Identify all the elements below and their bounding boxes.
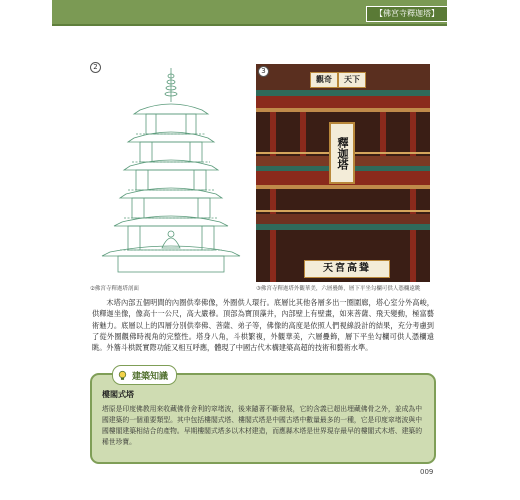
section-tag: 【佛宮寺釋迦塔】 (366, 6, 447, 22)
knowledge-box (90, 373, 436, 464)
figure-number: 2 (90, 62, 101, 73)
plaque-top-left: 觀奇 (310, 72, 338, 88)
pagoda-section-figure (90, 62, 252, 278)
pagoda-section-drawing (90, 62, 252, 278)
knowledge-text: 塔原是印度佛教用來收藏佛骨舍利的窣堵波，後來隨著不斷發展，它的含義已超出埋藏佛骨之外，並成為中國建築的一個重要類型。其中包括樓閣式塔、樓閣式塔是中國古塔中數量最多的一種，它是印度窣堵波與中國樓閣建築相結合的產物。早期樓閣式塔多以木材建造，而應縣木塔是世界現存最早的樓閣式木塔、建築的稀世珍寶。 (102, 405, 422, 446)
figure-caption-left: ②佛宮寺釋迦塔剖面 (90, 286, 139, 292)
body-text (92, 297, 434, 353)
lightbulb-icon (117, 370, 128, 381)
page-number: 009 (420, 468, 434, 476)
body-paragraph: 木塔內部五個明間的內圈供奉佛像，外圈供人環行。底層比其他各層多出一圈圍廊，塔心室分外高峻，供釋迦坐像，像高十一公尺，高大嚴穆。頂部為寶頂藻井，內部壁上有壁畫，如來菩薩、飛天變動，極富藝術魅力。底層以上的四層分別供奉佛、菩薩、弟子等，佛像的高度是依照人們視線設計的結果，充分考慮到了從外圈觀佛時視角的完整性。塔身八角，斗栱繁複，外觀華美，六層疊飾，層下平坐勾欄可供人憑欄遠眺。外簷斗栱既實際功能又相互呼應，體現了中國古代木構建築高超的技術和藝術水準。 (92, 298, 434, 353)
figure-caption-right: ③佛宮寺釋迦塔外觀華美，六層疊飾，層下平坐勾欄可供人憑欄遠眺 (256, 286, 421, 292)
knowledge-tab-label: 建築知識 (132, 371, 169, 382)
plaque-bottom: 天宮高聳 (304, 260, 390, 278)
pagoda-photo-figure (256, 64, 430, 282)
knowledge-subtitle: 樓閣式塔 (102, 390, 134, 399)
plaque-top-right: 天下 (338, 72, 366, 88)
figure-number: 3 (258, 66, 269, 77)
knowledge-tab (112, 365, 177, 385)
plaque-main: 釋迦塔 (329, 122, 355, 184)
header-bar (52, 0, 447, 26)
